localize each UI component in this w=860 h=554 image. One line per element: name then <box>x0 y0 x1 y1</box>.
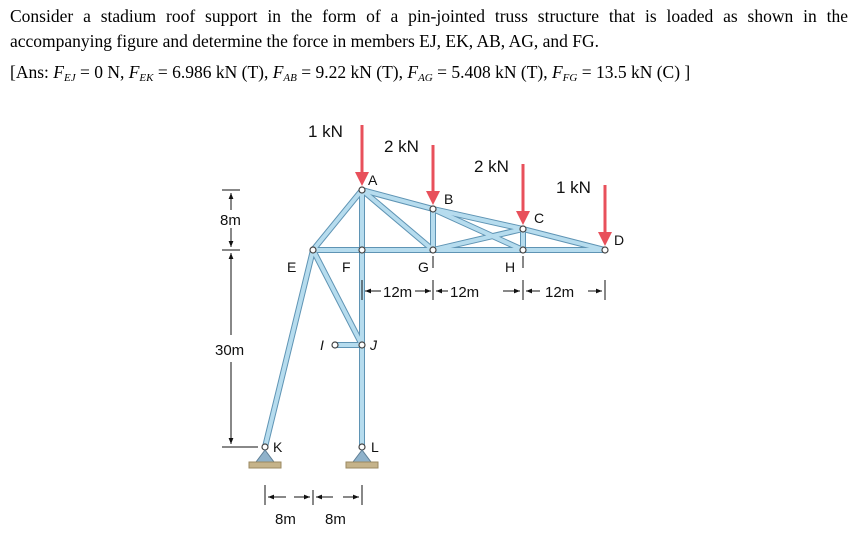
joint-label-H: H <box>505 259 516 275</box>
pin-A <box>359 187 365 193</box>
dim-bottom-1: 8m <box>275 511 296 528</box>
answer-sym-3: F <box>272 62 284 82</box>
answer-sym-4: F <box>407 62 419 82</box>
answer-val-4: = 5.408 kN (T), <box>432 62 552 82</box>
load-label-A: 1 kN <box>308 122 343 141</box>
dim-left-bottom: 30m <box>215 342 245 359</box>
dim-span-2: 12m <box>450 284 480 301</box>
load-arrow-B <box>426 145 440 205</box>
answer-sub-3: AB <box>283 72 297 84</box>
pin-B <box>430 206 436 212</box>
pin-E <box>310 247 316 253</box>
joint-label-D: D <box>614 232 625 248</box>
pin-F <box>359 247 365 253</box>
dim-bottom-2: 8m <box>325 511 346 528</box>
joint-label-C: C <box>534 210 545 226</box>
answer-open: [Ans: <box>10 62 54 82</box>
answer-sym-1: F <box>53 62 64 82</box>
load-label-D: 1 kN <box>556 178 591 197</box>
pin-G <box>430 247 436 253</box>
answer-sym-2: F <box>128 62 140 82</box>
answer-val-1: = 0 N, <box>75 62 129 82</box>
joint-label-A: A <box>368 172 378 188</box>
pin-J <box>359 342 365 348</box>
dim-span-1: 12m <box>383 284 413 301</box>
load-arrow-A <box>355 125 369 186</box>
joint-label-I: I <box>320 337 324 353</box>
joint-label-G: G <box>418 259 429 275</box>
pin-D <box>602 247 608 253</box>
joint-label-J: J <box>370 337 377 353</box>
joint-label-F: F <box>342 259 351 275</box>
pin-K <box>262 444 268 450</box>
problem-statement: Consider a stadium roof support in the form of a pin-jointed truss structure that is loaded as shown in the accompanying figure and determine the force in members EJ, EK, AB, AG, and FG. <box>10 6 848 51</box>
load-arrow-D <box>598 185 612 246</box>
pin-L <box>359 444 365 450</box>
joint-label-L: L <box>371 439 379 455</box>
truss-members-fill <box>265 190 605 447</box>
base-dimensions <box>265 485 362 505</box>
answer-val-3: = 9.22 kN (T), <box>296 62 408 82</box>
load-arrow-C <box>516 164 530 225</box>
answer-val-5: = 13.5 kN (C) ] <box>577 62 691 82</box>
answer-sub-5: FG <box>562 72 578 84</box>
answer-sub-1: EJ <box>63 72 76 84</box>
answer-sub-4: AG <box>418 72 433 84</box>
load-label-C: 2 kN <box>474 157 509 176</box>
dim-span-3: 12m <box>545 284 575 301</box>
answer-sym-5: F <box>551 62 563 82</box>
joint-label-E: E <box>287 259 297 275</box>
joint-label-B: B <box>444 191 454 207</box>
dim-left-top: 8m <box>220 212 241 229</box>
answer-val-2: = 6.986 kN (T), <box>153 62 273 82</box>
pin-H <box>520 247 526 253</box>
joint-label-K: K <box>273 439 283 455</box>
pin-C <box>520 226 526 232</box>
pin-I <box>332 342 338 348</box>
load-label-B: 2 kN <box>384 137 419 156</box>
answer-sub-2: EK <box>139 72 154 84</box>
